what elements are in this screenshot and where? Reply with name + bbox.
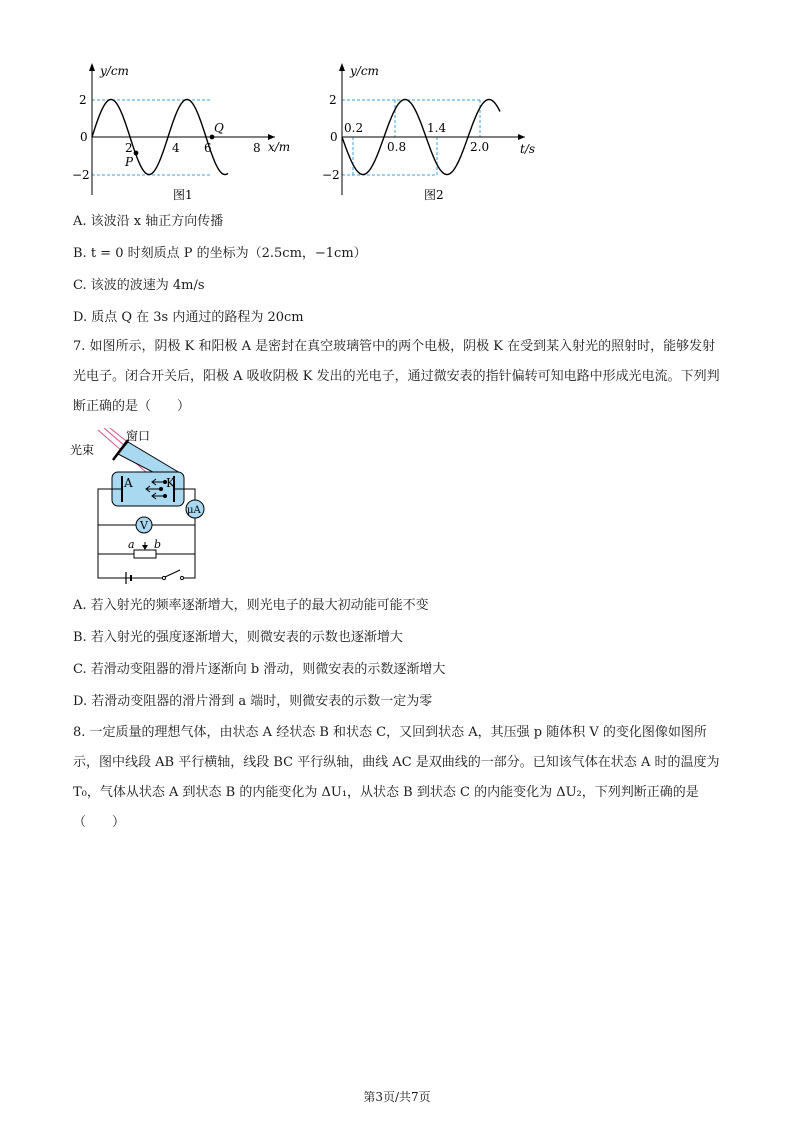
- figure1-x-label: x/m: [268, 140, 291, 154]
- window-label: 窗口: [126, 429, 151, 443]
- figure2-t-tick-08: 0.8: [387, 140, 407, 154]
- figure1-point-q-label: Q: [214, 121, 224, 135]
- q7-option-a: A. 若入射光的频率逐渐增大，则光电子的最大初动能可能不变: [73, 598, 429, 613]
- y-axis-arrow: [339, 63, 345, 71]
- figure2-t-tick-20: 2.0: [470, 140, 490, 154]
- q7-option-c: C. 若滑动变阻器的滑片逐渐向 b 滑动，则微安表的示数逐渐增大: [73, 662, 446, 677]
- q6-option-d: D. 质点 Q 在 3s 内通过的路程为 20cm: [73, 310, 304, 325]
- q6-option-a: A. 该波沿 x 轴正方向传播: [73, 214, 224, 229]
- q7-option-d: D. 若滑动变阻器的滑片滑到 a 端时，则微安表的示数一定为零: [73, 694, 433, 709]
- q7-stem: 7. 如图所示，阴极 K 和阳极 A 是密封在真空玻璃管中的两个电极，阴极 K 在受到某入射光的照射时，能够发射光电子。闭合开关后，阳极 A 吸收阴极 K 发出的光电子，通过微安表的指针偏转可知电路中形成光电流。下列判断正确的是（ ）: [73, 339, 720, 414]
- q6-option-c: C. 该波的波速为 4m/s: [73, 278, 205, 293]
- voltmeter-label: V: [140, 519, 148, 532]
- switch-contact: [180, 576, 183, 579]
- rheostat-end-a: a: [128, 538, 135, 551]
- rheostat: [134, 550, 156, 558]
- q7-option-b: B. 若入射光的强度逐渐增大，则微安表的示数也逐渐增大: [73, 630, 403, 645]
- figure1-x-tick-2: 2: [125, 141, 133, 155]
- slider-arrow: [142, 545, 148, 550]
- t-axis-arrow: [518, 134, 525, 140]
- q8-stem: 8. 一定质量的理想气体，由状态 A 经状态 B 和状态 C，又回到状态 A，其压强 p 随体积 V 的变化图像如图所示，图中线段 AB 平行横轴，线段 BC 平行纵轴，曲线 AC 是双曲线的一部分。已知该气体在状态 A 时的温度为 T₀，气体从状态 A 到状态 B 的内能变化为 ΔU₁，从状态 B 到状态 C 的内能变化为 ΔU₂，下列判断正确的是（ ）: [73, 725, 720, 830]
- figure1-point-p-label: P: [125, 155, 134, 169]
- figure-2-vibration-graph: [320, 55, 540, 205]
- y-axis-arrow: [89, 63, 95, 71]
- figure2-y-tick-minus2: −2: [322, 168, 340, 182]
- figure2-y-tick-0: 0: [330, 130, 338, 144]
- figure2-y-tick-2: 2: [329, 93, 337, 107]
- light-beam-label: 光束: [70, 443, 95, 457]
- point-q-dot: [210, 135, 215, 140]
- figure2-caption: 图2: [424, 188, 444, 202]
- figure1-y-tick-minus2: −2: [72, 168, 90, 182]
- figure1-x-tick-6: 6: [204, 141, 212, 155]
- figure2-t-tick-02: 0.2: [344, 121, 364, 135]
- wire-switch: [184, 554, 195, 578]
- figure2-t-tick-14: 1.4: [427, 121, 447, 135]
- page-footer: 第3页/共7页: [363, 1090, 431, 1104]
- figure1-y-label: y/cm: [100, 64, 129, 78]
- cathode-label: K: [166, 476, 175, 490]
- figure-1-wave-graph: [70, 55, 315, 205]
- q6-option-b: B. t = 0 时刻质点 P 的坐标为（2.5cm，−1cm）: [73, 246, 367, 261]
- figure1-y-tick-0: 0: [80, 130, 88, 144]
- microammeter-label: μA: [187, 505, 201, 516]
- point-p-dot: [134, 151, 139, 156]
- figure1-x-tick-4: 4: [172, 141, 180, 155]
- rheostat-end-b: b: [154, 538, 162, 551]
- switch-blade: [165, 570, 180, 577]
- figure2-y-label: y/cm: [350, 64, 379, 78]
- figure2-t-label: t/s: [520, 142, 536, 156]
- anode-label: A: [124, 476, 133, 490]
- electron-dot: [159, 487, 163, 491]
- figure1-y-tick-2: 2: [79, 93, 87, 107]
- figure1-caption: 图1: [173, 188, 193, 202]
- electron-dot: [163, 494, 167, 498]
- photoelectric-circuit-figure: [70, 428, 220, 586]
- figure1-x-tick-8: 8: [253, 141, 261, 155]
